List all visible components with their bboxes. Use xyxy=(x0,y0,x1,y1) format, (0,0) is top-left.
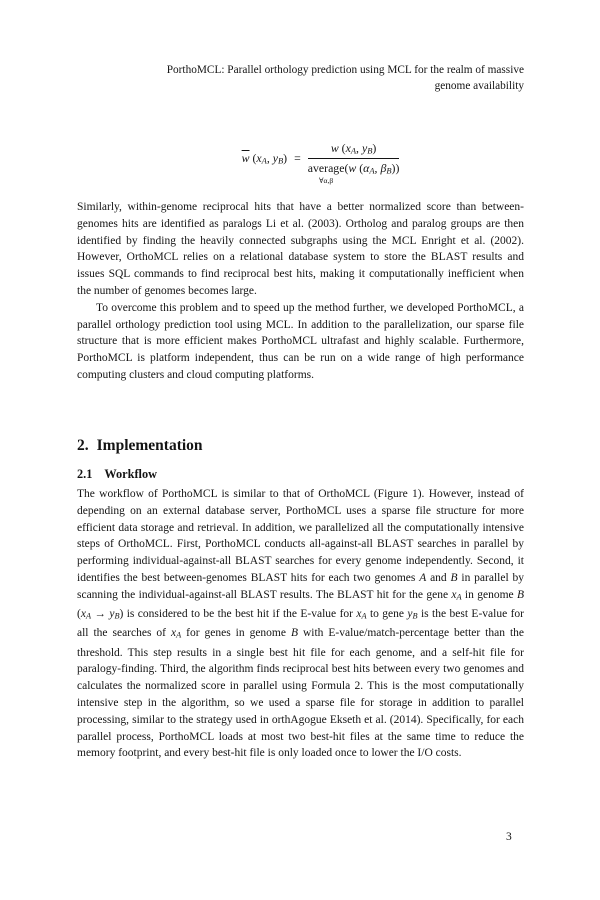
paragraph-overcome: To overcome this problem and to speed up the method further, we developed PorthoMCL, a parallel orthology prediction tool using MCL. In addition to the parallelization, our sparse file structure that is more efficient makes PorthoMCL ultrafast and highly scalable. Furthermore, PorthoMCL is platform independent, thus can be run on a wide range of high performance computing clusters and cloud computing platforms. xyxy=(77,301,524,381)
subsection-number: 2.1 xyxy=(77,467,93,481)
paragraph-workflow: The workflow of PorthoMCL is similar to that of OrthoMCL (Figure 1). However, instead of depending on an external database server, PorthoMCL uses a sparse file structure for more efficient data storage and retrieval. In addition, we parallelized all the computationally intensive steps of OrthoMCL. First, PorthoMCL conducts all-against-all BLAST searches in parallel by performing individual-against-all BLAST searches for every genome independently. Second, it identifies the best between-genomes BLAST hits for each two genomes A and B in parallel by scanning the individual-against-all BLAST results. The BLAST hit for the gene xA in genome B (xA → yB) is considered to be the best hit if the E-value for xA to gene yB is the best E-value for all the searches of xA for genes in genome B with E-value/match-percentage better than the threshold. This step results in a single best hit file for each genome, and a self-hit file for paralogy-finding. Third, the algorithm finds reciprocal best hits between every two genomes and calculates the normalized score in parallel using Formula 2. This is the most computationally intensive step in the algorithm, so we used a sparse file for storage in addition to parallel processing, similar to the strategy used in orthAgogue Ekseth et al. (2014). Specifically, for each parallel process, PorthoMCL loads at most two best-hit files at the same time to reduce the memory footprint, and every best-hit file is only loaded once to lower the I/O costs. xyxy=(77,488,524,760)
section-heading xyxy=(77,437,203,455)
running-head-line1: PorthoMCL: Parallel orthology prediction using MCL for the realm of massive xyxy=(166,64,524,76)
paragraph-similarly: Similarly, within-genome reciprocal hits that have a better normalized score than between-genomes hits are identified as paralogs Li et al. (2003). Ortholog and paralog groups are then identified by finding the heavily connected subgraphs using the MCL Enright et al. (2002). However, OrthoMCL relies on a relational database system to store the BLAST results and issues SQL commands to find reciprocal best hits, making it computationally inefficient when the number of genomes becomes large. xyxy=(77,201,524,297)
running-head-line2: genome availability xyxy=(434,80,524,92)
denominator-args: (w (αA, βB)) xyxy=(344,161,400,176)
fraction xyxy=(308,141,400,185)
formula-lhs: $\overline{w}$ (xA, yB) xyxy=(241,150,288,165)
fraction-numerator: w (xA, yB) xyxy=(330,141,377,156)
intro-paragraphs xyxy=(77,199,524,384)
workflow-paragraph-block xyxy=(77,486,524,762)
average-operator xyxy=(308,161,345,185)
page-number: 3 xyxy=(506,831,512,843)
subsection-heading xyxy=(77,467,157,482)
fraction-denominator xyxy=(308,158,400,185)
equals-sign: = xyxy=(294,150,301,165)
section-title: Implementation xyxy=(96,437,203,454)
forall-subscript: ∀α,β xyxy=(319,176,334,185)
running-head xyxy=(77,62,524,94)
section-number: 2. xyxy=(77,437,89,454)
average-label: average xyxy=(307,161,345,175)
formula-block xyxy=(97,136,544,185)
subsection-title: Workflow xyxy=(104,467,157,481)
